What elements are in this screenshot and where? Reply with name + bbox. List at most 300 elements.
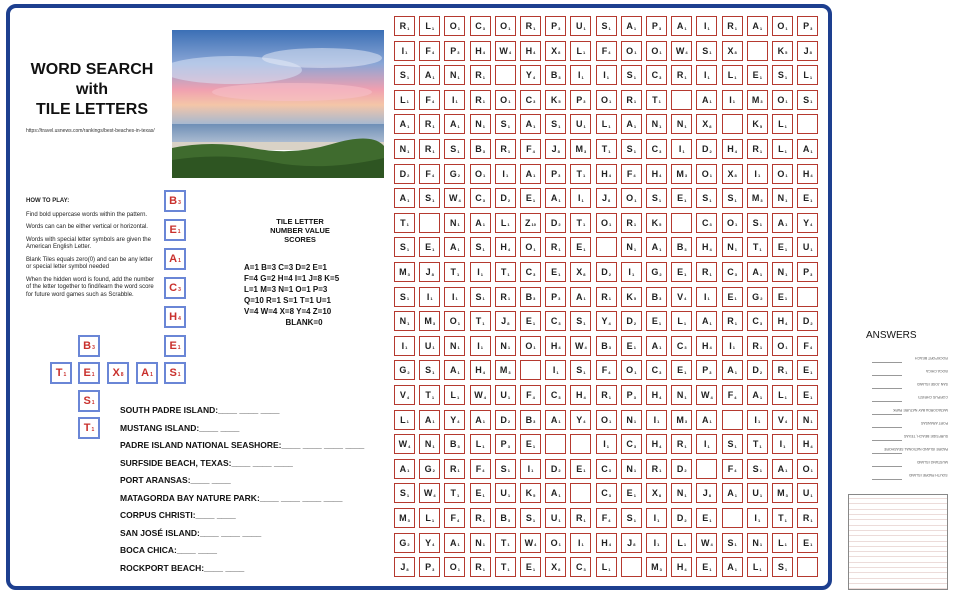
grid-tile[interactable] <box>394 311 415 331</box>
grid-tile[interactable] <box>444 16 465 36</box>
grid-tile[interactable] <box>520 311 541 331</box>
grid-tile[interactable] <box>696 287 717 307</box>
grid-tile[interactable] <box>621 459 642 479</box>
grid-tile[interactable] <box>671 287 692 307</box>
grid-tile[interactable] <box>570 114 591 134</box>
grid-tile[interactable] <box>772 360 793 380</box>
grid-tile[interactable] <box>671 188 692 208</box>
grid-tile[interactable] <box>696 114 717 134</box>
grid-tile[interactable] <box>671 114 692 134</box>
grid-tile[interactable] <box>747 262 768 282</box>
grid-tile[interactable] <box>671 139 692 159</box>
grid-tile[interactable] <box>596 65 617 85</box>
grid-tile[interactable] <box>646 262 667 282</box>
grid-tile[interactable] <box>797 164 818 184</box>
grid-tile[interactable] <box>444 188 465 208</box>
grid-tile[interactable] <box>772 533 793 553</box>
grid-tile[interactable] <box>545 508 566 528</box>
grid-tile[interactable] <box>545 533 566 553</box>
grid-tile[interactable] <box>646 16 667 36</box>
grid-tile[interactable] <box>470 213 491 233</box>
grid-tile[interactable] <box>797 90 818 110</box>
grid-tile[interactable] <box>394 557 415 577</box>
grid-tile[interactable] <box>596 213 617 233</box>
grid-tile[interactable] <box>419 188 440 208</box>
grid-tile[interactable] <box>419 557 440 577</box>
grid-tile[interactable] <box>444 360 465 380</box>
grid-tile[interactable] <box>696 16 717 36</box>
grid-tile[interactable] <box>797 139 818 159</box>
grid-tile[interactable] <box>671 459 692 479</box>
grid-tile[interactable] <box>545 139 566 159</box>
grid-tile[interactable] <box>495 311 516 331</box>
grid-tile[interactable] <box>394 360 415 380</box>
grid-tile[interactable] <box>495 508 516 528</box>
grid-tile[interactable] <box>596 434 617 454</box>
grid-tile[interactable] <box>394 434 415 454</box>
grid-tile[interactable] <box>646 287 667 307</box>
grid-tile[interactable] <box>671 311 692 331</box>
grid-tile[interactable] <box>722 360 743 380</box>
grid-tile[interactable] <box>495 287 516 307</box>
grid-tile[interactable] <box>520 360 541 380</box>
grid-tile[interactable] <box>495 557 516 577</box>
grid-tile[interactable] <box>596 90 617 110</box>
grid-tile[interactable] <box>621 65 642 85</box>
grid-tile[interactable] <box>520 139 541 159</box>
grid-tile[interactable] <box>772 114 793 134</box>
grid-tile[interactable] <box>696 533 717 553</box>
grid-tile[interactable] <box>470 336 491 356</box>
grid-tile[interactable] <box>722 483 743 503</box>
grid-tile[interactable] <box>444 164 465 184</box>
grid-tile[interactable] <box>545 213 566 233</box>
grid-tile[interactable] <box>772 311 793 331</box>
grid-tile[interactable] <box>797 213 818 233</box>
grid-tile[interactable] <box>545 336 566 356</box>
grid-tile[interactable] <box>444 459 465 479</box>
grid-tile[interactable] <box>520 459 541 479</box>
grid-tile[interactable] <box>570 16 591 36</box>
grid-tile[interactable] <box>596 410 617 430</box>
grid-tile[interactable] <box>444 557 465 577</box>
grid-tile[interactable] <box>621 139 642 159</box>
grid-tile[interactable] <box>621 508 642 528</box>
grid-tile[interactable] <box>470 164 491 184</box>
grid-tile[interactable] <box>570 262 591 282</box>
grid-tile[interactable] <box>570 434 591 454</box>
grid-tile[interactable] <box>696 213 717 233</box>
grid-tile[interactable] <box>520 336 541 356</box>
grid-tile[interactable] <box>394 90 415 110</box>
grid-tile[interactable] <box>671 557 692 577</box>
grid-tile[interactable] <box>772 385 793 405</box>
grid-tile[interactable] <box>797 188 818 208</box>
grid-tile[interactable] <box>646 90 667 110</box>
grid-tile[interactable] <box>671 434 692 454</box>
grid-tile[interactable] <box>419 237 440 257</box>
grid-tile[interactable] <box>621 188 642 208</box>
grid-tile[interactable] <box>646 508 667 528</box>
grid-tile[interactable] <box>696 557 717 577</box>
grid-tile[interactable] <box>444 533 465 553</box>
grid-tile[interactable] <box>646 65 667 85</box>
grid-tile[interactable] <box>747 360 768 380</box>
grid-tile[interactable] <box>797 41 818 61</box>
grid-tile[interactable] <box>520 557 541 577</box>
grid-tile[interactable] <box>722 533 743 553</box>
grid-tile[interactable] <box>797 508 818 528</box>
grid-tile[interactable] <box>696 164 717 184</box>
grid-tile[interactable] <box>747 336 768 356</box>
grid-tile[interactable] <box>419 164 440 184</box>
grid-tile[interactable] <box>596 287 617 307</box>
grid-tile[interactable] <box>444 287 465 307</box>
grid-tile[interactable] <box>495 410 516 430</box>
grid-tile[interactable] <box>495 213 516 233</box>
grid-tile[interactable] <box>747 213 768 233</box>
grid-tile[interactable] <box>495 65 516 85</box>
grid-tile[interactable] <box>444 434 465 454</box>
grid-tile[interactable] <box>596 262 617 282</box>
grid-tile[interactable] <box>545 483 566 503</box>
grid-tile[interactable] <box>470 139 491 159</box>
grid-tile[interactable] <box>419 410 440 430</box>
grid-tile[interactable] <box>419 434 440 454</box>
grid-tile[interactable] <box>646 311 667 331</box>
grid-tile[interactable] <box>570 90 591 110</box>
grid-tile[interactable] <box>722 287 743 307</box>
grid-tile[interactable] <box>570 508 591 528</box>
grid-tile[interactable] <box>671 533 692 553</box>
grid-tile[interactable] <box>545 237 566 257</box>
grid-tile[interactable] <box>747 311 768 331</box>
grid-tile[interactable] <box>394 114 415 134</box>
grid-tile[interactable] <box>419 287 440 307</box>
grid-tile[interactable] <box>419 311 440 331</box>
grid-tile[interactable] <box>470 434 491 454</box>
grid-tile[interactable] <box>520 508 541 528</box>
grid-tile[interactable] <box>444 90 465 110</box>
grid-tile[interactable] <box>646 164 667 184</box>
grid-tile[interactable] <box>495 459 516 479</box>
grid-tile[interactable] <box>621 311 642 331</box>
grid-tile[interactable] <box>545 311 566 331</box>
grid-tile[interactable] <box>596 164 617 184</box>
grid-tile[interactable] <box>394 459 415 479</box>
grid-tile[interactable] <box>696 336 717 356</box>
grid-tile[interactable] <box>747 287 768 307</box>
grid-tile[interactable] <box>696 237 717 257</box>
grid-tile[interactable] <box>545 16 566 36</box>
grid-tile[interactable] <box>545 287 566 307</box>
grid-tile[interactable] <box>646 483 667 503</box>
grid-tile[interactable] <box>596 311 617 331</box>
grid-tile[interactable] <box>722 139 743 159</box>
grid-tile[interactable] <box>470 114 491 134</box>
grid-tile[interactable] <box>570 164 591 184</box>
grid-tile[interactable] <box>772 90 793 110</box>
grid-tile[interactable] <box>797 65 818 85</box>
grid-tile[interactable] <box>419 533 440 553</box>
grid-tile[interactable] <box>696 65 717 85</box>
grid-tile[interactable] <box>419 213 440 233</box>
grid-tile[interactable] <box>747 139 768 159</box>
grid-tile[interactable] <box>570 557 591 577</box>
grid-tile[interactable] <box>520 434 541 454</box>
grid-tile[interactable] <box>596 508 617 528</box>
grid-tile[interactable] <box>747 65 768 85</box>
grid-tile[interactable] <box>696 41 717 61</box>
grid-tile[interactable] <box>520 164 541 184</box>
grid-tile[interactable] <box>570 459 591 479</box>
grid-tile[interactable] <box>570 410 591 430</box>
grid-tile[interactable] <box>545 434 566 454</box>
grid-tile[interactable] <box>570 237 591 257</box>
grid-tile[interactable] <box>747 557 768 577</box>
grid-tile[interactable] <box>671 410 692 430</box>
grid-tile[interactable] <box>621 410 642 430</box>
grid-tile[interactable] <box>596 557 617 577</box>
grid-tile[interactable] <box>797 114 818 134</box>
grid-tile[interactable] <box>394 287 415 307</box>
grid-tile[interactable] <box>696 311 717 331</box>
grid-tile[interactable] <box>444 262 465 282</box>
grid-tile[interactable] <box>495 533 516 553</box>
grid-tile[interactable] <box>394 16 415 36</box>
grid-tile[interactable] <box>722 385 743 405</box>
grid-tile[interactable] <box>444 336 465 356</box>
grid-tile[interactable] <box>797 557 818 577</box>
grid-tile[interactable] <box>419 41 440 61</box>
grid-tile[interactable] <box>419 336 440 356</box>
grid-tile[interactable] <box>470 188 491 208</box>
grid-tile[interactable] <box>570 139 591 159</box>
grid-tile[interactable] <box>722 557 743 577</box>
grid-tile[interactable] <box>696 434 717 454</box>
grid-tile[interactable] <box>772 139 793 159</box>
grid-tile[interactable] <box>797 16 818 36</box>
grid-tile[interactable] <box>621 385 642 405</box>
grid-tile[interactable] <box>722 434 743 454</box>
grid-tile[interactable] <box>394 508 415 528</box>
grid-tile[interactable] <box>621 114 642 134</box>
grid-tile[interactable] <box>470 262 491 282</box>
grid-tile[interactable] <box>671 385 692 405</box>
grid-tile[interactable] <box>696 410 717 430</box>
grid-tile[interactable] <box>621 16 642 36</box>
grid-tile[interactable] <box>470 557 491 577</box>
grid-tile[interactable] <box>621 90 642 110</box>
grid-tile[interactable] <box>696 139 717 159</box>
grid-tile[interactable] <box>671 237 692 257</box>
grid-tile[interactable] <box>520 533 541 553</box>
grid-tile[interactable] <box>747 385 768 405</box>
grid-tile[interactable] <box>419 385 440 405</box>
grid-tile[interactable] <box>671 262 692 282</box>
grid-tile[interactable] <box>722 311 743 331</box>
grid-tile[interactable] <box>394 385 415 405</box>
grid-tile[interactable] <box>747 459 768 479</box>
grid-tile[interactable] <box>520 483 541 503</box>
grid-tile[interactable] <box>722 90 743 110</box>
grid-tile[interactable] <box>596 483 617 503</box>
grid-tile[interactable] <box>444 114 465 134</box>
grid-tile[interactable] <box>772 508 793 528</box>
grid-tile[interactable] <box>545 410 566 430</box>
grid-tile[interactable] <box>797 262 818 282</box>
grid-tile[interactable] <box>545 459 566 479</box>
grid-tile[interactable] <box>646 557 667 577</box>
grid-tile[interactable] <box>570 287 591 307</box>
grid-tile[interactable] <box>772 41 793 61</box>
grid-tile[interactable] <box>621 533 642 553</box>
grid-tile[interactable] <box>671 213 692 233</box>
grid-tile[interactable] <box>621 213 642 233</box>
grid-tile[interactable] <box>545 188 566 208</box>
grid-tile[interactable] <box>444 410 465 430</box>
grid-tile[interactable] <box>671 508 692 528</box>
grid-tile[interactable] <box>596 114 617 134</box>
grid-tile[interactable] <box>646 139 667 159</box>
grid-tile[interactable] <box>646 114 667 134</box>
grid-tile[interactable] <box>696 360 717 380</box>
grid-tile[interactable] <box>596 188 617 208</box>
grid-tile[interactable] <box>419 262 440 282</box>
grid-tile[interactable] <box>646 213 667 233</box>
grid-tile[interactable] <box>621 262 642 282</box>
grid-tile[interactable] <box>394 139 415 159</box>
grid-tile[interactable] <box>545 90 566 110</box>
grid-tile[interactable] <box>394 533 415 553</box>
grid-tile[interactable] <box>470 483 491 503</box>
grid-tile[interactable] <box>419 508 440 528</box>
grid-tile[interactable] <box>444 508 465 528</box>
grid-tile[interactable] <box>444 311 465 331</box>
grid-tile[interactable] <box>596 41 617 61</box>
grid-tile[interactable] <box>621 434 642 454</box>
grid-tile[interactable] <box>621 483 642 503</box>
grid-tile[interactable] <box>722 508 743 528</box>
grid-tile[interactable] <box>570 188 591 208</box>
grid-tile[interactable] <box>495 164 516 184</box>
grid-tile[interactable] <box>394 164 415 184</box>
grid-tile[interactable] <box>545 41 566 61</box>
grid-tile[interactable] <box>470 533 491 553</box>
grid-tile[interactable] <box>394 188 415 208</box>
grid-tile[interactable] <box>495 434 516 454</box>
grid-tile[interactable] <box>596 360 617 380</box>
grid-tile[interactable] <box>696 483 717 503</box>
grid-tile[interactable] <box>495 336 516 356</box>
grid-tile[interactable] <box>596 385 617 405</box>
grid-tile[interactable] <box>470 508 491 528</box>
grid-tile[interactable] <box>722 16 743 36</box>
grid-tile[interactable] <box>470 16 491 36</box>
grid-tile[interactable] <box>722 237 743 257</box>
grid-tile[interactable] <box>419 65 440 85</box>
grid-tile[interactable] <box>419 16 440 36</box>
grid-tile[interactable] <box>596 533 617 553</box>
grid-tile[interactable] <box>621 336 642 356</box>
grid-tile[interactable] <box>495 360 516 380</box>
grid-tile[interactable] <box>545 114 566 134</box>
grid-tile[interactable] <box>495 139 516 159</box>
grid-tile[interactable] <box>747 90 768 110</box>
grid-tile[interactable] <box>797 237 818 257</box>
grid-tile[interactable] <box>470 410 491 430</box>
grid-tile[interactable] <box>520 410 541 430</box>
grid-tile[interactable] <box>570 533 591 553</box>
grid-tile[interactable] <box>747 434 768 454</box>
grid-tile[interactable] <box>495 262 516 282</box>
grid-tile[interactable] <box>797 410 818 430</box>
grid-tile[interactable] <box>722 41 743 61</box>
grid-tile[interactable] <box>545 262 566 282</box>
grid-tile[interactable] <box>671 41 692 61</box>
grid-tile[interactable] <box>671 164 692 184</box>
grid-tile[interactable] <box>696 188 717 208</box>
grid-tile[interactable] <box>495 483 516 503</box>
grid-tile[interactable] <box>696 508 717 528</box>
grid-tile[interactable] <box>646 385 667 405</box>
grid-tile[interactable] <box>470 360 491 380</box>
grid-tile[interactable] <box>470 385 491 405</box>
grid-tile[interactable] <box>646 434 667 454</box>
grid-tile[interactable] <box>747 16 768 36</box>
grid-tile[interactable] <box>570 41 591 61</box>
grid-tile[interactable] <box>722 188 743 208</box>
grid-tile[interactable] <box>772 213 793 233</box>
grid-tile[interactable] <box>621 360 642 380</box>
grid-tile[interactable] <box>772 237 793 257</box>
grid-tile[interactable] <box>596 16 617 36</box>
grid-tile[interactable] <box>671 483 692 503</box>
grid-tile[interactable] <box>596 336 617 356</box>
grid-tile[interactable] <box>772 410 793 430</box>
grid-tile[interactable] <box>722 459 743 479</box>
grid-tile[interactable] <box>444 483 465 503</box>
grid-tile[interactable] <box>520 65 541 85</box>
grid-tile[interactable] <box>646 410 667 430</box>
grid-tile[interactable] <box>495 41 516 61</box>
grid-tile[interactable] <box>596 459 617 479</box>
grid-tile[interactable] <box>772 434 793 454</box>
grid-tile[interactable] <box>722 164 743 184</box>
grid-tile[interactable] <box>520 385 541 405</box>
grid-tile[interactable] <box>520 188 541 208</box>
grid-tile[interactable] <box>772 336 793 356</box>
grid-tile[interactable] <box>797 459 818 479</box>
grid-tile[interactable] <box>596 139 617 159</box>
grid-tile[interactable] <box>797 385 818 405</box>
grid-tile[interactable] <box>520 90 541 110</box>
grid-tile[interactable] <box>696 90 717 110</box>
grid-tile[interactable] <box>646 188 667 208</box>
grid-tile[interactable] <box>495 385 516 405</box>
grid-tile[interactable] <box>621 237 642 257</box>
grid-tile[interactable] <box>570 311 591 331</box>
grid-tile[interactable] <box>470 287 491 307</box>
grid-tile[interactable] <box>696 385 717 405</box>
grid-tile[interactable] <box>394 336 415 356</box>
grid-tile[interactable] <box>747 533 768 553</box>
grid-tile[interactable] <box>394 213 415 233</box>
grid-tile[interactable] <box>596 237 617 257</box>
grid-tile[interactable] <box>797 434 818 454</box>
grid-tile[interactable] <box>570 213 591 233</box>
grid-tile[interactable] <box>495 188 516 208</box>
